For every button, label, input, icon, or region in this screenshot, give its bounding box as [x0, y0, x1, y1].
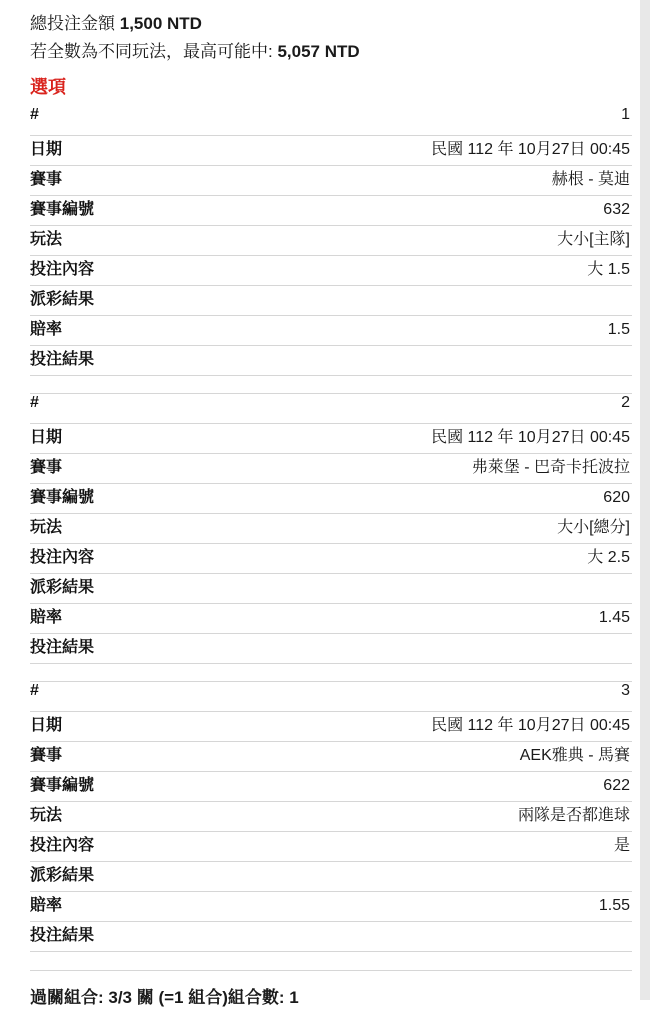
row-label: 派彩結果: [30, 579, 95, 596]
total-amount-value: 1,500 NTD: [119, 14, 202, 33]
row-label: 賠率: [30, 321, 63, 338]
row-play-type: [30, 226, 632, 256]
row-label: 賽事編號: [30, 201, 95, 218]
block-separator: [30, 664, 632, 682]
row-label: 玩法: [30, 519, 63, 536]
summary-section: [30, 4, 632, 66]
row-match: [30, 742, 632, 772]
row-value: 民國 112 年 10月27日 00:45: [431, 141, 630, 158]
row-match-number: [30, 484, 632, 514]
total-amount-label: 總投注金額: [30, 14, 115, 33]
options-title: 選項: [30, 77, 66, 97]
row-label: 日期: [30, 717, 63, 734]
row-payout-result: [30, 286, 632, 316]
row-value: 3: [621, 682, 630, 699]
row-label: 賠率: [30, 609, 63, 626]
row-value: 1: [621, 106, 630, 123]
row-value: AEK雅典 - 馬賽: [519, 747, 630, 764]
max-win-line: [30, 38, 632, 66]
row-label: 玩法: [30, 231, 63, 248]
block-separator: [30, 376, 632, 394]
bet-block: [30, 394, 632, 682]
row-bet-result: [30, 922, 632, 952]
row-date: [30, 712, 632, 742]
row-value: 1.5: [607, 321, 630, 338]
row-label: 投注結果: [30, 639, 95, 656]
row-odds: [30, 316, 632, 346]
row-payout-result: [30, 574, 632, 604]
row-index: [30, 682, 632, 712]
row-value: 赫根 - 莫迪: [551, 171, 630, 188]
row-bet-content: [30, 544, 632, 574]
row-value: 民國 112 年 10月27日 00:45: [431, 717, 630, 734]
row-label: 玩法: [30, 807, 63, 824]
max-win-label: 若全數為不同玩法，最高可能中:: [30, 42, 273, 61]
row-label: 派彩結果: [30, 867, 95, 884]
row-label: 賠率: [30, 897, 63, 914]
row-odds: [30, 892, 632, 922]
row-match: [30, 166, 632, 196]
row-label: 投注結果: [30, 351, 95, 368]
row-label: 投注內容: [30, 261, 95, 278]
row-value: 是: [613, 837, 630, 854]
bet-block: [30, 682, 632, 952]
row-bet-result: [30, 346, 632, 376]
row-label: 派彩結果: [30, 291, 95, 308]
row-date: [30, 136, 632, 166]
row-label: 賽事: [30, 747, 63, 764]
row-label: 賽事編號: [30, 489, 95, 506]
right-edge-strip: [640, 0, 650, 1000]
row-value: 1.45: [598, 609, 630, 626]
row-value: 1.55: [598, 897, 630, 914]
row-value: 民國 112 年 10月27日 00:45: [431, 429, 630, 446]
row-label: #: [30, 682, 39, 699]
row-value: 大 2.5: [587, 549, 630, 566]
row-label: #: [30, 106, 39, 123]
row-value: 大 1.5: [587, 261, 630, 278]
row-label: 日期: [30, 141, 63, 158]
row-label: 投注內容: [30, 837, 95, 854]
row-index: [30, 106, 632, 136]
row-label: 賽事: [30, 171, 63, 188]
row-date: [30, 424, 632, 454]
row-value: 大小[主隊]: [557, 231, 630, 248]
row-bet-content: [30, 832, 632, 862]
bet-block: [30, 106, 632, 394]
row-odds: [30, 604, 632, 634]
parlay-summary: 過關組合: 3/3 關 (=1 組合)組合數: 1: [30, 988, 299, 1007]
row-label: 投注結果: [30, 927, 95, 944]
row-value: 弗萊堡 - 巴奇卡托波拉: [471, 459, 630, 476]
row-match: [30, 454, 632, 484]
row-label: 投注內容: [30, 549, 95, 566]
row-play-type: [30, 514, 632, 544]
row-match-number: [30, 772, 632, 802]
max-win-value: 5,057 NTD: [277, 42, 360, 61]
row-payout-result: [30, 862, 632, 892]
row-label: #: [30, 394, 39, 411]
row-value: 622: [603, 777, 630, 794]
row-value: 620: [603, 489, 630, 506]
row-value: 632: [603, 201, 630, 218]
row-label: 賽事編號: [30, 777, 95, 794]
row-index: [30, 394, 632, 424]
row-label: 日期: [30, 429, 63, 446]
row-label: 賽事: [30, 459, 63, 476]
row-value: 兩隊是否都進球: [517, 807, 630, 824]
row-value: 大小[總分]: [557, 519, 630, 536]
row-bet-result: [30, 634, 632, 664]
row-value: 2: [621, 394, 630, 411]
total-amount-line: [30, 10, 632, 38]
row-bet-content: [30, 256, 632, 286]
row-play-type: [30, 802, 632, 832]
row-match-number: [30, 196, 632, 226]
